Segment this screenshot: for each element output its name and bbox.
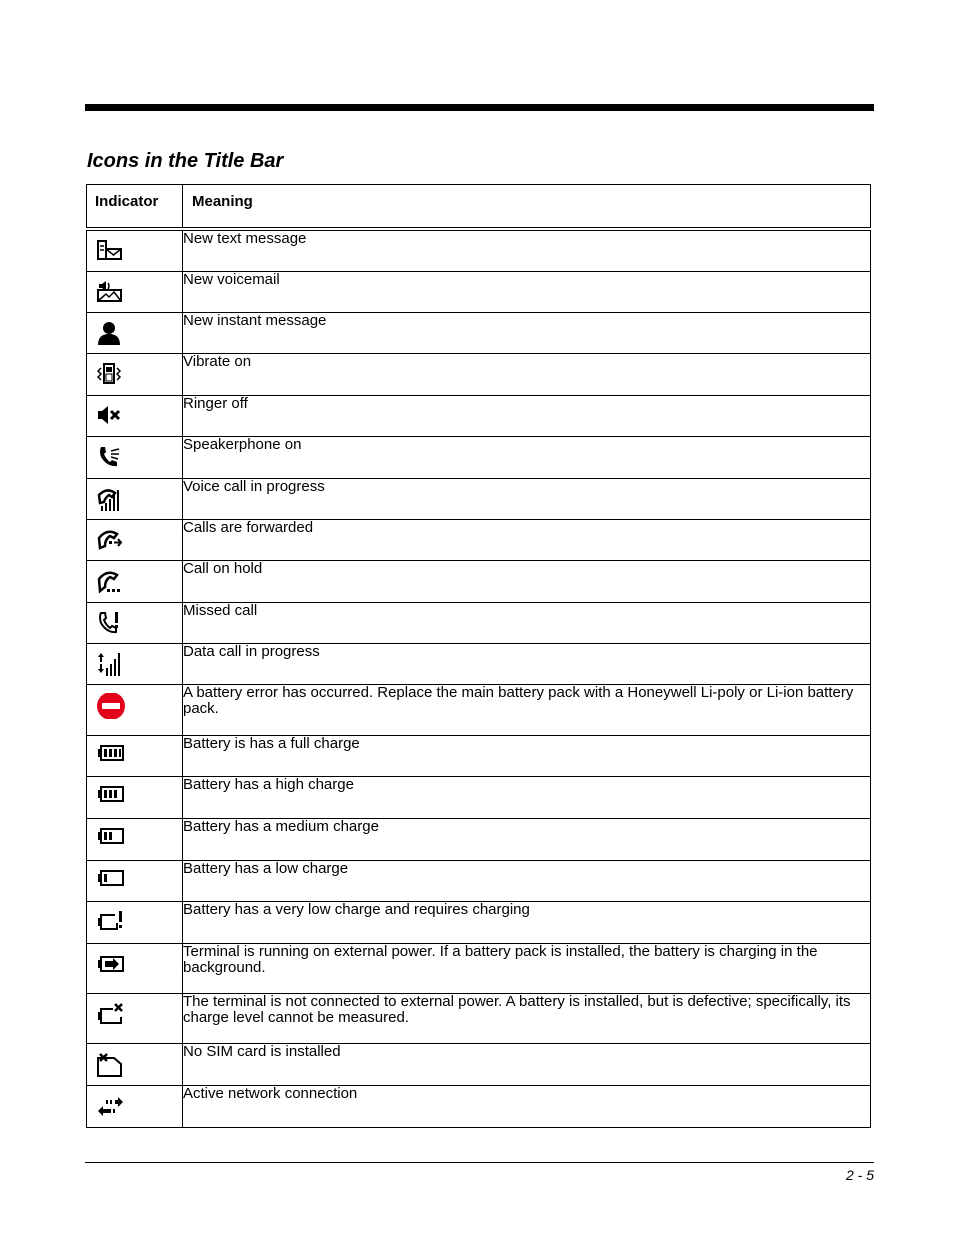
- indicator-cell: [87, 560, 183, 602]
- table-row: [87, 478, 871, 519]
- indicator-cell: [87, 436, 183, 478]
- ringer-off-icon: [97, 404, 125, 430]
- meaning-cell: Battery is has a full charge: [183, 735, 871, 776]
- call-forward-icon: [97, 528, 125, 554]
- indicator-cell: [87, 776, 183, 818]
- indicator-cell: [87, 353, 183, 395]
- meaning-cell: Battery has a high charge: [183, 776, 871, 818]
- indicator-header: Indicator: [87, 185, 183, 230]
- table-row: [87, 735, 871, 776]
- table-row: [87, 818, 871, 860]
- missed-call-icon: [97, 611, 125, 637]
- meaning-header: Meaning: [183, 185, 871, 230]
- battery-defective-icon: [97, 1002, 125, 1028]
- data-call-icon: [97, 652, 125, 678]
- battery-error-icon: [97, 693, 125, 719]
- indicator-cell: [87, 229, 183, 271]
- meaning-cell: Missed call: [183, 602, 871, 643]
- indicator-cell: [87, 271, 183, 312]
- indicator-cell: [87, 602, 183, 643]
- battery-full-icon: [97, 744, 125, 770]
- table-row: [87, 943, 871, 993]
- meaning-cell: Battery has a low charge: [183, 860, 871, 901]
- meaning-cell: Battery has a very low charge and requires charging: [183, 901, 871, 943]
- meaning-cell: Vibrate on: [183, 353, 871, 395]
- indicator-cell: [87, 519, 183, 560]
- table-row: [87, 560, 871, 602]
- meaning-cell: New instant message: [183, 312, 871, 353]
- instant-message-icon: [97, 321, 125, 347]
- indicator-cell: [87, 478, 183, 519]
- table-row: [87, 993, 871, 1043]
- meaning-cell: Battery has a medium charge: [183, 818, 871, 860]
- meaning-cell: No SIM card is installed: [183, 1043, 871, 1085]
- table-row: [87, 860, 871, 901]
- icons-table: [86, 184, 871, 1128]
- indicator-cell: [87, 860, 183, 901]
- table-row: [87, 519, 871, 560]
- battery-very-low-icon: [97, 910, 125, 936]
- bottom-rule: [85, 1162, 874, 1163]
- indicator-cell: [87, 643, 183, 684]
- top-rule: [85, 104, 874, 111]
- table-row: [87, 684, 871, 735]
- table-row: [87, 776, 871, 818]
- new-text-message-icon: [97, 239, 125, 265]
- meaning-cell: Terminal is running on external power. If a battery pack is installed, the battery is charging in the background.: [183, 943, 871, 993]
- table-row: [87, 353, 871, 395]
- voice-call-icon: [97, 487, 125, 513]
- page-number: 2 - 5: [845, 1167, 874, 1183]
- meaning-cell: Voice call in progress: [183, 478, 871, 519]
- indicator-cell: [87, 1085, 183, 1127]
- indicator-cell: [87, 395, 183, 436]
- call-hold-icon: [97, 569, 125, 595]
- meaning-cell: Ringer off: [183, 395, 871, 436]
- table-row: [87, 312, 871, 353]
- meaning-cell: New text message: [183, 229, 871, 271]
- table-row: [87, 271, 871, 312]
- table-row: [87, 602, 871, 643]
- meaning-cell: Active network connection: [183, 1085, 871, 1127]
- table-row: [87, 229, 871, 271]
- meaning-cell: New voicemail: [183, 271, 871, 312]
- table-row: [87, 1085, 871, 1127]
- indicator-cell: [87, 1043, 183, 1085]
- section-heading: Icons in the Title Bar: [87, 150, 284, 172]
- table-header-row: [87, 185, 871, 230]
- meaning-cell: Calls are forwarded: [183, 519, 871, 560]
- indicator-cell: [87, 993, 183, 1043]
- indicator-cell: [87, 684, 183, 735]
- speakerphone-icon: [97, 445, 125, 471]
- vibrate-icon: [97, 362, 125, 388]
- table-row: [87, 395, 871, 436]
- battery-low-icon: [97, 869, 125, 895]
- meaning-cell: Speakerphone on: [183, 436, 871, 478]
- meaning-cell: The terminal is not connected to external power. A battery is installed, but is defective; specifically, its charge level cannot be measured.: [183, 993, 871, 1043]
- meaning-cell: Data call in progress: [183, 643, 871, 684]
- indicator-cell: [87, 901, 183, 943]
- meaning-cell: A battery error has occurred. Replace the main battery pack with a Honeywell Li-poly or Li-ion battery pack.: [183, 684, 871, 735]
- battery-medium-icon: [97, 827, 125, 853]
- table-row: [87, 643, 871, 684]
- table-row: [87, 436, 871, 478]
- indicator-cell: [87, 312, 183, 353]
- new-voicemail-icon: [97, 280, 125, 306]
- table-row: [87, 1043, 871, 1085]
- external-power-icon: [97, 952, 125, 978]
- table-row: [87, 901, 871, 943]
- meaning-cell: Call on hold: [183, 560, 871, 602]
- network-connection-icon: [97, 1094, 125, 1120]
- indicator-cell: [87, 735, 183, 776]
- indicator-cell: [87, 818, 183, 860]
- indicator-cell: [87, 943, 183, 993]
- no-sim-icon: [97, 1052, 125, 1078]
- battery-high-icon: [97, 785, 125, 811]
